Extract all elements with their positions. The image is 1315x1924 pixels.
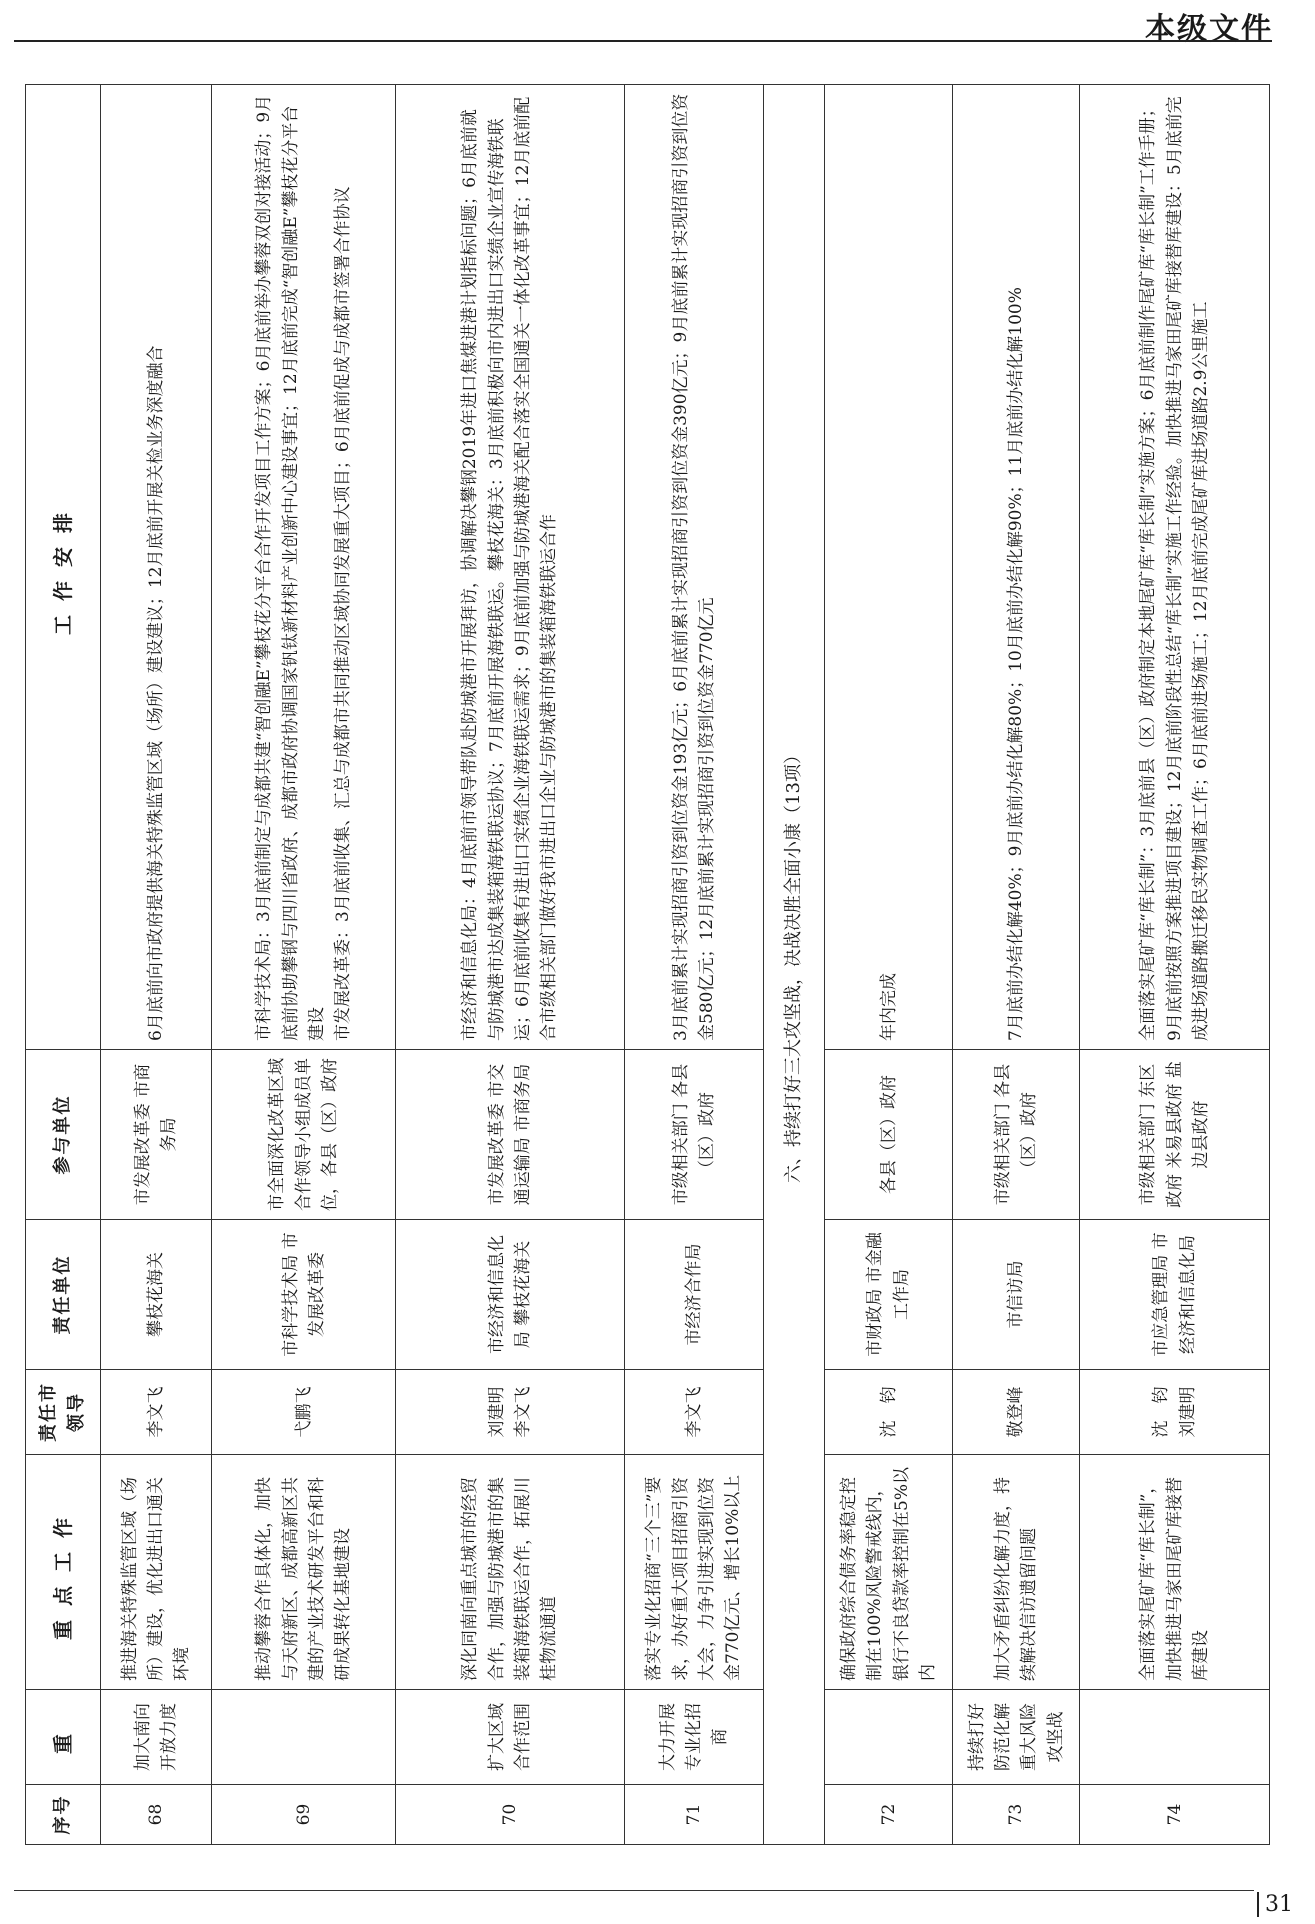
row-leader: 敬登峰: [952, 1370, 1079, 1455]
row-leader: 沈 钧: [825, 1370, 952, 1455]
row-seq: 71: [624, 1785, 763, 1845]
row-key-work: 深化同南向重点城市的经贸合作，加强与防城港市的集装箱海铁联运合作，拓展川桂物流通道: [396, 1455, 625, 1690]
row-area: [212, 1690, 396, 1785]
row-resp-unit: 市应急管理局 市经济和信息化局: [1080, 1220, 1270, 1370]
header-rule: [14, 40, 1272, 42]
row-key-work: 落实专业化招商“三个三”要求，办好重大项目招商引资大会，力争引进实现到位资金770亿元、增长10%以上: [624, 1455, 763, 1690]
table-row: [1080, 85, 1270, 1845]
row-key-work: 推动攀蓉合作具体化，加快与天府新区、成都高新区共建的产业技术研发平台和科研成果转化基地建设: [212, 1455, 396, 1690]
row-seq: 68: [101, 1785, 212, 1845]
row-plan: 年内完成: [825, 85, 952, 1050]
table-row: [212, 85, 396, 1845]
header-seq: 序号: [26, 1785, 101, 1845]
row-area: 加大南向开放力度: [101, 1690, 212, 1785]
row-area: [825, 1690, 952, 1785]
table-row: [825, 85, 952, 1845]
table-frame: [25, 85, 1270, 1845]
header-arrangement: 工作安排: [26, 85, 101, 1050]
footer-rule: [14, 1890, 1254, 1891]
row-resp-unit: 市经济合作局: [624, 1220, 763, 1370]
row-seq: 69: [212, 1785, 396, 1845]
row-resp-unit: 市经济和信息化局 攀枝花海关: [396, 1220, 625, 1370]
row-seq: 70: [396, 1785, 625, 1845]
row-part-unit: 市发展改革委 市交通运输局 市商务局: [396, 1050, 625, 1220]
row-part-unit: 各县（区）政府: [825, 1050, 952, 1220]
row-resp-unit: 攀枝花海关: [101, 1220, 212, 1370]
row-resp-unit: 市信访局: [952, 1220, 1079, 1370]
row-part-unit: 市级相关部门 东区政府 米易县政府 盐边县政府: [1080, 1050, 1270, 1220]
row-leader: 李文飞: [101, 1370, 212, 1455]
row-seq: 73: [952, 1785, 1079, 1845]
table-row: [396, 85, 625, 1845]
row-area: 大力开展专业化招商: [624, 1690, 763, 1785]
header-resp-unit: 责任单位: [26, 1220, 101, 1370]
row-part-unit: 市级相关部门 各县（区）政府: [624, 1050, 763, 1220]
row-leader: 弋鹏飞: [212, 1370, 396, 1455]
row-key-work: 加大矛盾纠纷化解力度，持续解决信访遗留问题: [952, 1455, 1079, 1690]
table-row: [101, 85, 212, 1845]
row-plan: 6月底前向市政府提供海关特殊监管区域（场所）建设建议；12月底前开展关检业务深度融合: [101, 85, 212, 1050]
section-row: [764, 85, 825, 1845]
table-row: [624, 85, 763, 1845]
row-key-work: 确保政府综合债务率稳定控制在100%风险警戒线内，银行不良贷款率控制在5%以内: [825, 1455, 952, 1690]
row-resp-unit: 市科学技术局 市发展改革委: [212, 1220, 396, 1370]
header-part-unit: 参与单位: [26, 1050, 101, 1220]
row-seq: 74: [1080, 1785, 1270, 1845]
row-leader: 沈 钧 刘建明: [1080, 1370, 1270, 1455]
row-plan: 3月底前累计实现招商引资到位资金193亿元；6月底前累计实现招商引资到位资金390亿元；9月底前累计实现招商引资到位资金580亿元；12月底前累计实现招商引资到位资金770亿元: [624, 85, 763, 1050]
rotated-table-wrapper: [25, 85, 1270, 1845]
row-leader: 刘建明 李文飞: [396, 1370, 625, 1455]
row-resp-unit: 市财政局 市金融工作局: [825, 1220, 952, 1370]
row-plan: 市科学技术局：3月底前制定与成都共建“智创融E”攀枝花分平台合作开发项目工作方案；6月底前举办攀蓉双创对接活动；9月底前协助攀钢与四川省政府、成都市政府协调国家钒钛新材料产业创新中心建设事宜；12月底前完成“智创融E”攀枝花分平台建设 市发展改革委：3月底前收集、汇总与成都市共同推动区域协同发展重大项目；6月底前促成与成都市签署合作协议: [212, 85, 396, 1050]
row-part-unit: 市级相关部门 各县（区）政府: [952, 1050, 1079, 1220]
page-number: 31: [1257, 1892, 1293, 1917]
row-leader: 李文飞: [624, 1370, 763, 1455]
row-key-work: 全面落实尾矿库“库长制”，加快推进马家田尾矿库接替库建设: [1080, 1455, 1270, 1690]
row-area: 扩大区域合作范围: [396, 1690, 625, 1785]
row-area: 持续打好防范化解重大风险攻坚战: [952, 1690, 1079, 1785]
row-plan: 全面落实尾矿库“库长制”：3月底前县（区）政府制定本地尾矿库“库长制”实施方案；6月底前制作尾矿库“库长制”工作手册；9月底前按照方案推进项目建设；12月底前阶段性总结“库长制”实施工作经验。加快推进马家田尾矿库接替库建设：5月底前完成进场道路搬迁移民实物调查工作；6月底前进场施工；12月底前完成尾矿库进场道路2.9公里施工: [1080, 85, 1270, 1050]
row-key-work: 推进海关特殊监管区域（场所）建设，优化进出口通关环境: [101, 1455, 212, 1690]
row-area: [1080, 1690, 1270, 1785]
section-title: 六、持续打好三大攻坚战，决战决胜全面小康（13项）: [764, 85, 825, 1845]
work-arrangement-table: [25, 84, 1270, 1845]
table-header-row: [26, 85, 101, 1845]
row-plan: 7月底前办结化解40%；9月底前办结化解80%；10月底前办结化解90%；11月底前办结化解100%: [952, 85, 1079, 1050]
header-leader: 责任市领导: [26, 1370, 101, 1455]
page-header-title: 本级文件: [1145, 12, 1273, 47]
row-part-unit: 市全面深化改革区域合作领导小组成员单位，各县（区）政府: [212, 1050, 396, 1220]
row-seq: 72: [825, 1785, 952, 1845]
row-plan: 市经济和信息化局：4月底前市领导带队赴防城港市开展拜访，协调解决攀钢2019年进口焦煤进港计划指标问题；6月底前就与防城港市达成集装箱海铁联运协议；7月底前开展海铁联运。攀枝花海关：3月底前积极向市内进出口实绩企业宣传海铁联运；6月底前收集有进出口实绩企业海铁联运需求；9月底前加强与防城港海关配合落实全国通关一体化改革事宜；12月底前配合市级相关部门做好我市进出口企业与防城港市的集装箱海铁联运合作: [396, 85, 625, 1050]
header-key-work: 重点工作: [26, 1455, 101, 1690]
table-row: [952, 85, 1079, 1845]
row-part-unit: 市发展改革委 市商务局: [101, 1050, 212, 1220]
header-key-area: 重: [26, 1690, 101, 1785]
